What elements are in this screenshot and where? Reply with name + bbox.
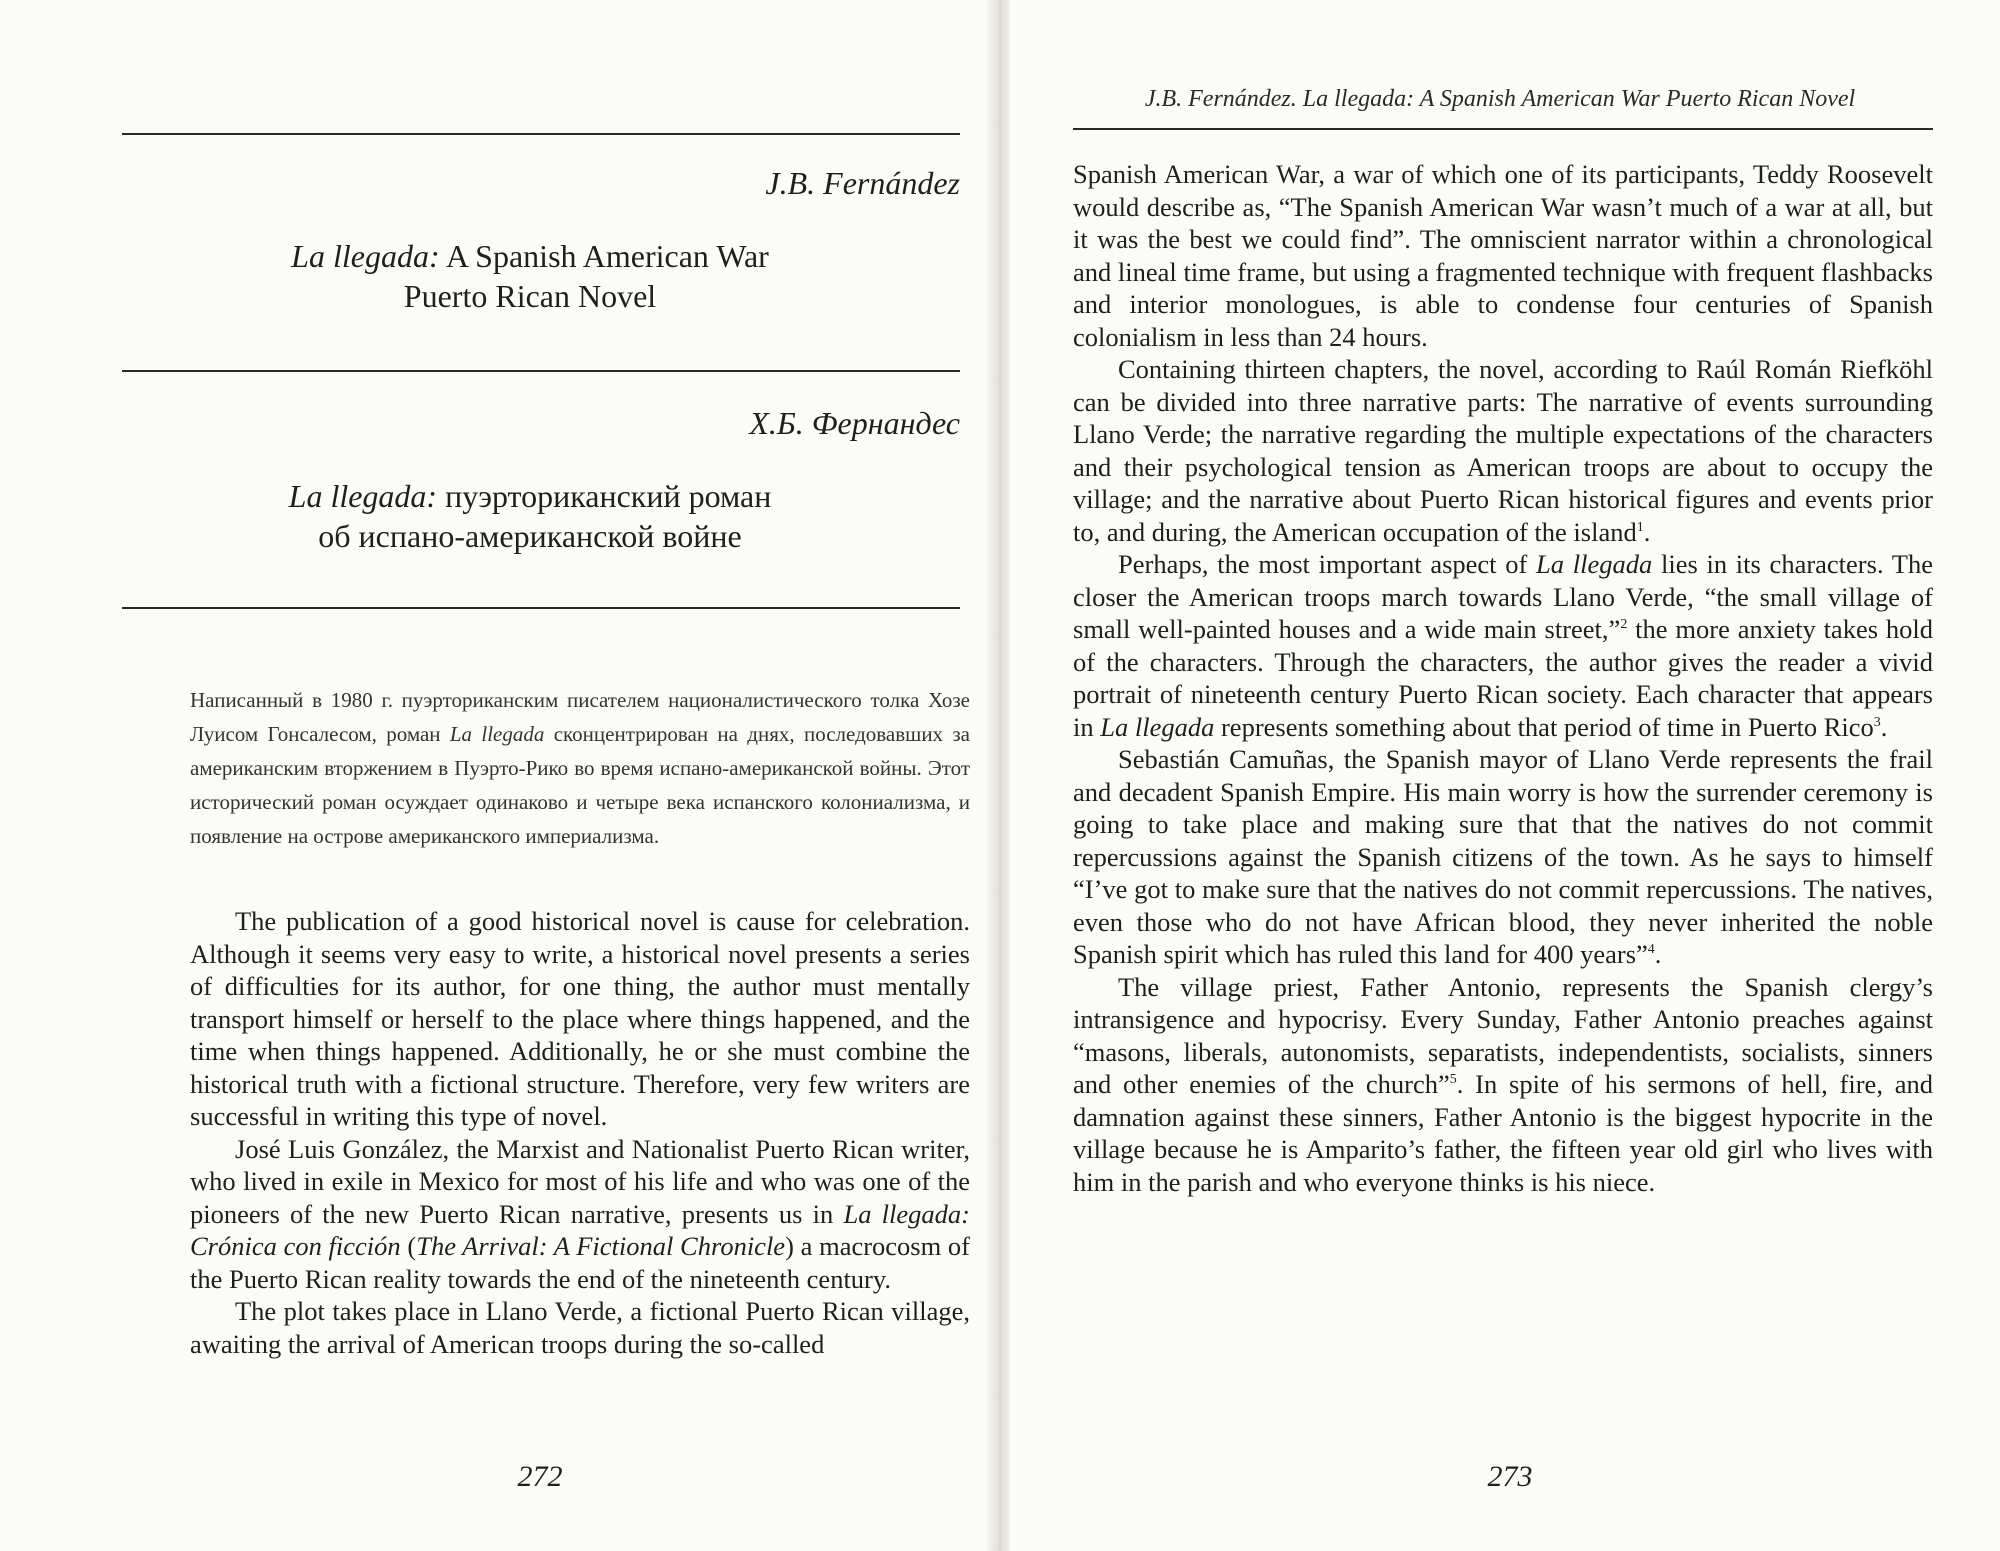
footnote-ref-3: 3 [1873, 714, 1881, 730]
author-en: J.B. Fernández [765, 165, 960, 201]
header-rule [1073, 128, 1933, 130]
abstract-part2: сконцентрирован на днях, последовавших за американским вторжением в Пуэрто-Рико во время испано-американской войны. Этот исторический роман осуждает одинаково и четыре века испанского колониализма, и появление на острове американского империализма. [190, 722, 971, 848]
right-body [1073, 158, 1933, 1198]
title-en-line2: Puerto Rican Novel [403, 278, 657, 314]
pr3-text-a: Perhaps, the most important aspect of [1118, 549, 1537, 579]
title-ru-italic: La llegada: [288, 478, 438, 514]
top-rule [122, 133, 960, 135]
abstract-ru [190, 683, 970, 853]
abstract-italic: La llegada [449, 722, 545, 746]
title-en [200, 236, 860, 316]
p2-italic-2: The Arrival: A Fictional Chronicle [416, 1231, 786, 1261]
footnote-ref-1: 1 [1636, 519, 1644, 535]
pr3-italic-2: La llegada [1100, 711, 1215, 742]
pr3-text-c: the more anxiety takes hold of the characters. Through the characters, the author gives the reader a vivid portrait of nineteenth century Puerto Rican society. Each character that appears in [1073, 614, 1933, 742]
pr3-italic: La llegada [1536, 549, 1653, 579]
pr4-text: Sebastián Camuñas, the Spanish mayor of Llano Verde represents the frail and decadent Spanish Empire. His main worry is how the surrender ceremony is going to take place and making sure that that the natives do not commit repercussions against the Spanish citizens of the town. As he says to himself “I’ve got to make sure that the natives do not commit repercussions. The natives, even those who do not have African blood, they never inherited the noble Spanish spirit which has ruled this land for 400 years” [1073, 744, 1933, 969]
left-page [0, 0, 990, 1551]
p2-italic-1: La llegada: Crónica con ficción [190, 1198, 970, 1261]
title-en-line1: A Spanish American War [439, 238, 769, 274]
paragraph-r4: Sebastián Camuñas, the Spanish mayor of Llano Verde represents the frail and decadent Spanish Empire. His main worry is how the surrender ceremony is going to take place and making sure that that the natives do not commit repercussions against the Spanish citizens of the town. As he says to himself “I’ve got to make sure that the natives do not commit repercussions. The natives, even those who do not have African blood, they never inherited the noble Spanish spirit which has ruled this land for 400 years”$^4$. [1073, 744, 1933, 969]
paragraph-r3: Perhaps, the most important aspect of La llegada lies in its characters. The closer the American troops march towards Llano Verde, “the small village of small well-painted houses and a wide main street,”$^2$ the more anxiety takes hold of the characters. Through the characters, the author gives the reader a vivid portrait of nineteenth century Puerto Rican society. Each character that appears in La llegada represents something about that period of time in Puerto Rico$^3$. [1073, 549, 1933, 742]
left-body [190, 905, 970, 1360]
pr5-text-b: . In spite of his sermons of hell, fire, and damnation against these sinners, Father Antonio is the biggest hypocrite in the village because he is Amparito’s father, the fifteen year old girl who lives with him in the parish and who everyone thinks is his niece. [1073, 1069, 1933, 1197]
paragraph-r2: Containing thirteen chapters, the novel, according to Raúl Román Riefköhl can be divided into three narrative parts: The narrative of events surrounding Llano Verde; the narrative regarding the multiple expectations of the characters and their psychological tension as American troops are about to occupy the village; and the narrative about Puerto Rican historical figures and events prior to, and during, the American occupation of the island$^1$. [1073, 354, 1933, 547]
pr5-text-a: The village priest, Father Antonio, represents the Spanish clergy’s intransigence and hypocrisy. Every Sunday, Father Antonio preaches against “masons, liberals, autonomists, separatists, independentists, socialists, sinners and other enemies of the church” [1073, 971, 1933, 1099]
p2-text-a: José Luis González, the Marxist and Nationalist Puerto Rican writer, who lived in exile in Mexico for most of his life and who was one of the pioneers of the new Puerto Rican narrative, presents us in [190, 1133, 970, 1229]
page-number-right: 273 [1487, 1460, 1533, 1493]
running-header: J.B. Fernández. La llegada: A Spanish American War Puerto Rican Novel [1144, 86, 1856, 112]
bottom-rule [122, 607, 960, 609]
title-ru-line1: пуэрториканский роман [437, 478, 772, 514]
pr2-text: Containing thirteen chapters, the novel, according to Raúl Román Riefköhl can be divided into three narrative parts: The narrative of events surrounding Llano Verde; the narrative regarding the multiple expectations of the characters and their psychological tension as American troops are about to occupy the village; and the narrative about Puerto Rican historical figures and events prior to, and during, the American occupation of the island [1073, 354, 1933, 547]
footnote-ref-5: 5 [1449, 1072, 1457, 1088]
title-ru-line2: об испано-американской войне [318, 518, 742, 554]
p2-text-b: ( [400, 1231, 417, 1261]
author-ru: Х.Б. Фернандес [749, 405, 960, 441]
right-page [1010, 0, 2000, 1551]
pr3-text-b: lies in its characters. The closer the American troops march towards Llano Verde, “the small village of small well-painted houses and a wide main street,” [1073, 549, 1933, 644]
paragraph-r5 [1073, 971, 1933, 1199]
title-en-italic: La llegada: [291, 238, 440, 274]
paragraph-r1: Spanish American War, a war of which one of its participants, Teddy Roosevelt would describe as, “The Spanish American War wasn’t much of a war at all, but it was the best we could find”. The omniscient narrator within a chronological and lineal time frame, but using a fragmented technique with frequent flashbacks and interior monologues, is able to condense four centuries of Spanish colonialism in less than 24 hours. [1073, 159, 1933, 352]
footnote-ref-4: 4 [1647, 942, 1655, 958]
abstract-part1: Написанный в 1980 г. пуэрториканским писателем националистического толка Хозе Луисом Гонсалесом, роман [190, 688, 970, 746]
pr3-text-d: represents something about that period of time in Puerto Rico [1214, 711, 1874, 742]
footnote-ref-2: 2 [1620, 617, 1628, 633]
p2-text-c: ) a macrocosm of the Puerto Rican reality towards the end of the nineteenth century. [190, 1231, 971, 1294]
page-number-left: 272 [517, 1460, 563, 1493]
title-ru [200, 476, 860, 556]
paragraph-1: The publication of a good historical novel is cause for celebration. Although it seems very easy to write, a historical novel presents a series of difficulties for its author, for one thing, the author must mentally transport himself or herself to the place where things happened, and the time when things happened. Additionally, he or she must combine the historical truth with a fictional structure. Therefore, very few writers are successful in writing this type of novel. [190, 906, 970, 1131]
mid-rule [122, 370, 960, 372]
paragraph-2 [190, 1133, 970, 1296]
paragraph-3: The plot takes place in Llano Verde, a fictional Puerto Rican village, awaiting the arrival of American troops during the so-called [190, 1296, 970, 1359]
